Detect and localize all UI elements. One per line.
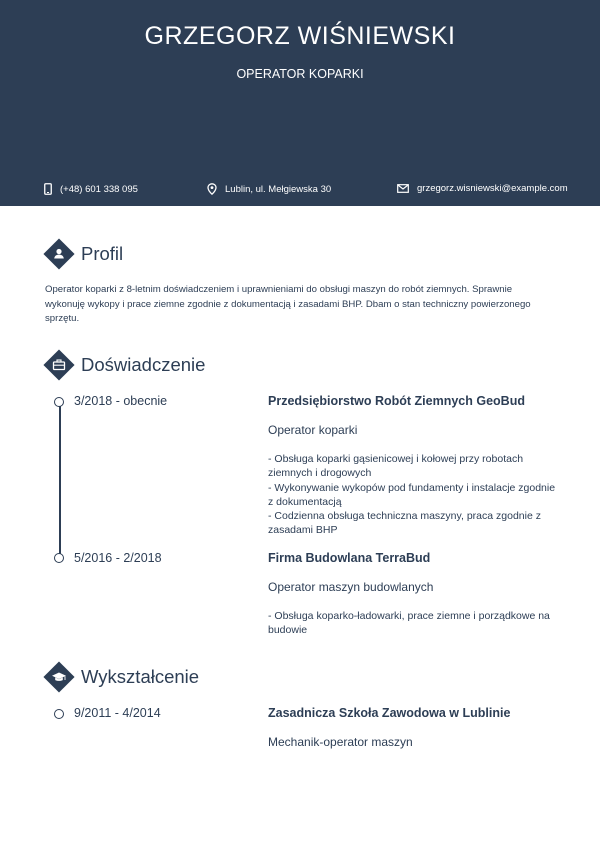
experience-company: Firma Budowlana TerraBud <box>268 551 431 565</box>
contact-address <box>207 183 331 195</box>
candidate-name: GRZEGORZ WIŚNIEWSKI <box>144 22 456 50</box>
experience-title: Doświadczenie <box>81 354 206 375</box>
education-school: Zasadnicza Szkoła Zawodowa w Lublinie <box>268 706 511 720</box>
education-badge <box>43 661 75 693</box>
experience-date: 5/2016 - 2/2018 <box>74 551 162 565</box>
profile-summary: Operator koparki z 8-letnim doświadczeniem i uprawnieniami do obsługi maszyn do robót ziemnych. Sprawnie wykonuję wykopy i prace ziemne zgodnie z dokumentacją i zasadami BHP. Dbam o stan techniczny powierzonego sprzętu. <box>45 284 531 324</box>
contact-phone <box>44 183 138 195</box>
profile-badge <box>43 238 75 270</box>
education-title: Wykształcenie <box>81 666 200 687</box>
location-pin-icon <box>207 183 217 195</box>
experience-duties: - Obsługa koparki gąsienicowej i kołowej przy robotach ziemnych i drogowych - Wykonywanie wykopów pod fundamenty i instalacje zgodnie z dokumentacją - Codzienna obsługa techniczna maszyny, praca zgodnie z zasadami BHP <box>268 453 556 537</box>
timeline-dot <box>54 397 64 407</box>
education-degree: Mechanik-operator maszyn <box>268 735 413 749</box>
education-section-header <box>43 661 199 693</box>
experience-date: 3/2018 - obecnie <box>74 394 168 408</box>
experience-duties: - Obsługa koparko-ładowarki, prace ziemne i porządkowe na budowie <box>268 610 553 637</box>
email-text: grzegorz.wisniewski@example.com <box>417 183 568 194</box>
address-text: Lublin, ul. Mełgiewska 30 <box>225 183 332 195</box>
phone-text: (+48) 601 338 095 <box>60 183 138 195</box>
graduation-cap-icon <box>51 669 67 685</box>
experience-position: Operator maszyn budowlanych <box>268 580 434 594</box>
user-icon <box>51 246 67 262</box>
job-title: OPERATOR KOPARKI <box>236 67 364 81</box>
profile-section-header <box>43 238 123 270</box>
experience-company: Przedsiębiorstwo Robót Ziemnych GeoBud <box>268 394 525 408</box>
briefcase-icon <box>51 357 67 373</box>
experience-position: Operator koparki <box>268 423 358 437</box>
phone-icon <box>44 183 52 195</box>
experience-badge <box>43 349 75 381</box>
header <box>0 0 600 206</box>
experience-section-header <box>43 349 205 381</box>
timeline-dot <box>54 553 64 563</box>
timeline-dot <box>54 709 64 719</box>
profile-title: Profil <box>81 243 124 264</box>
contact-email <box>397 183 568 194</box>
experience-timeline <box>59 404 61 554</box>
envelope-icon <box>397 184 409 193</box>
education-date: 9/2011 - 4/2014 <box>74 706 161 720</box>
